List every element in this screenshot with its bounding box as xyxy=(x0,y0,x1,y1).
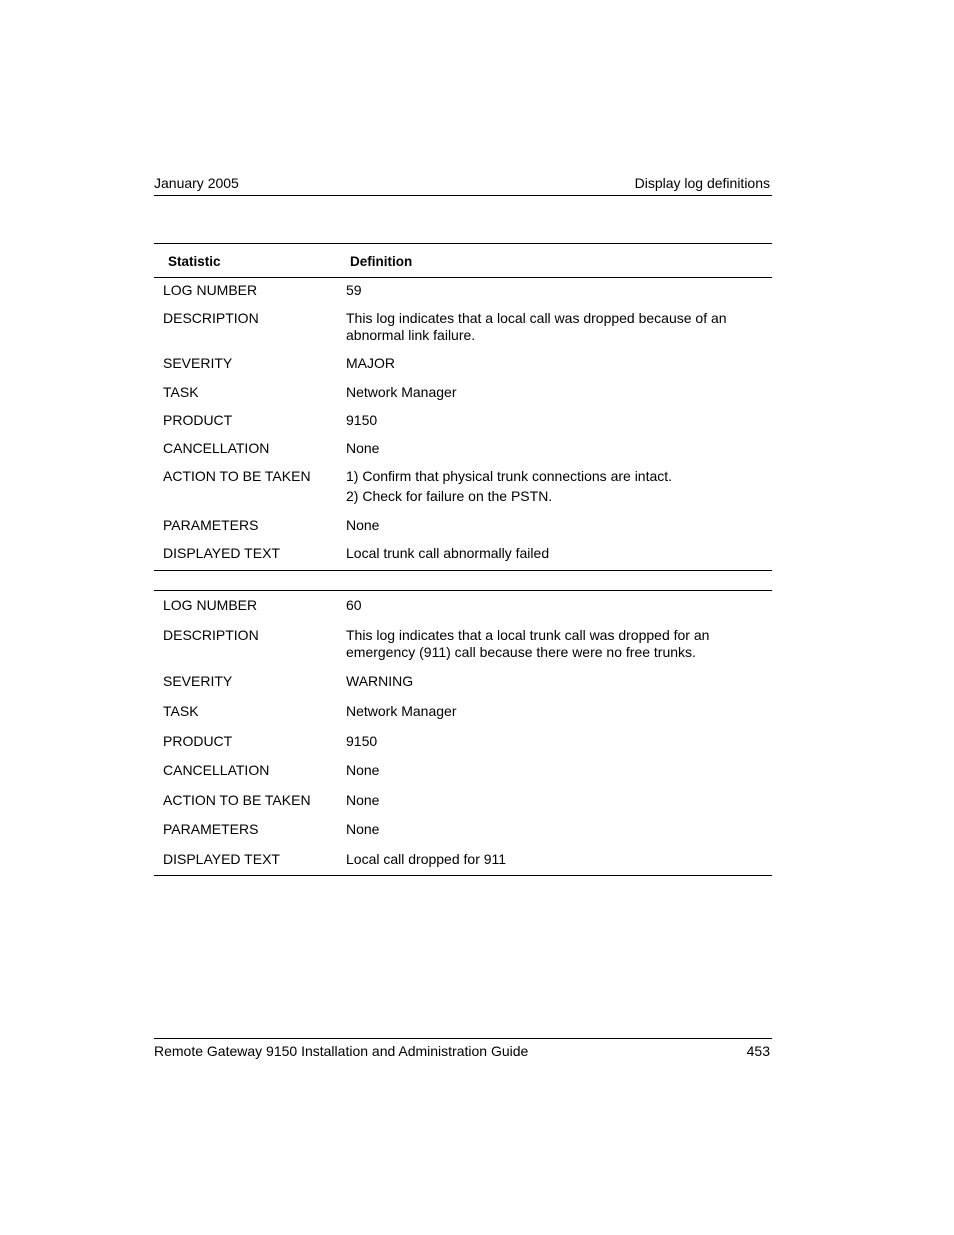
row-value: 59 xyxy=(346,282,362,298)
row-value: WARNING xyxy=(346,673,414,689)
running-footer xyxy=(154,1038,772,1061)
row-value: 9150 xyxy=(346,733,378,749)
row-value: This log indicates that a local trunk call was dropped for an emergency (911) call because there were no free trunks. xyxy=(346,627,710,660)
row-key: SEVERITY xyxy=(163,355,233,371)
row-value: None xyxy=(346,440,380,456)
row-value: None xyxy=(346,821,380,837)
row-key: TASK xyxy=(163,384,199,400)
action-step-1: 1) Confirm that physical trunk connections are intact. xyxy=(346,468,673,484)
row-key: TASK xyxy=(163,703,199,719)
row-value: 60 xyxy=(346,597,362,613)
row-key: ACTION TO BE TAKEN xyxy=(163,468,311,484)
row-key: SEVERITY xyxy=(163,673,233,689)
log-table-59 xyxy=(154,243,772,571)
row-value xyxy=(346,468,746,505)
table-column-header xyxy=(154,244,772,278)
row-value: Network Manager xyxy=(346,384,457,400)
row-value: This log indicates that a local call was dropped because of an abnormal link failure. xyxy=(346,310,727,343)
row-key: PRODUCT xyxy=(163,733,233,749)
action-step-2: 2) Check for failure on the PSTN. xyxy=(346,488,553,504)
row-value: Local call dropped for 911 xyxy=(346,851,507,867)
row-value: Network Manager xyxy=(346,703,457,719)
row-key: LOG NUMBER xyxy=(163,597,258,613)
column-header-definition: Definition xyxy=(350,254,413,269)
page-number: 453 xyxy=(746,1043,770,1059)
header-section-title: Display log definitions xyxy=(634,175,770,191)
row-key: PRODUCT xyxy=(163,412,233,428)
row-key: ACTION TO BE TAKEN xyxy=(163,792,311,808)
row-key: DISPLAYED TEXT xyxy=(163,545,280,561)
row-key: CANCELLATION xyxy=(163,440,270,456)
row-key: DESCRIPTION xyxy=(163,310,259,326)
column-header-statistic: Statistic xyxy=(168,254,221,269)
row-value: None xyxy=(346,792,380,808)
row-key: PARAMETERS xyxy=(163,821,259,837)
row-value: MAJOR xyxy=(346,355,395,371)
header-date: January 2005 xyxy=(154,175,239,191)
row-value: 9150 xyxy=(346,412,378,428)
row-value: Local trunk call abnormally failed xyxy=(346,545,550,561)
row-key: LOG NUMBER xyxy=(163,282,258,298)
row-value: None xyxy=(346,517,380,533)
row-key: PARAMETERS xyxy=(163,517,259,533)
row-key: DISPLAYED TEXT xyxy=(163,851,280,867)
row-value: None xyxy=(346,762,380,778)
row-key: CANCELLATION xyxy=(163,762,270,778)
footer-guide-title: Remote Gateway 9150 Installation and Administration Guide xyxy=(154,1043,529,1059)
row-key: DESCRIPTION xyxy=(163,627,259,643)
log-table-60 xyxy=(154,590,772,876)
running-header xyxy=(154,175,772,196)
